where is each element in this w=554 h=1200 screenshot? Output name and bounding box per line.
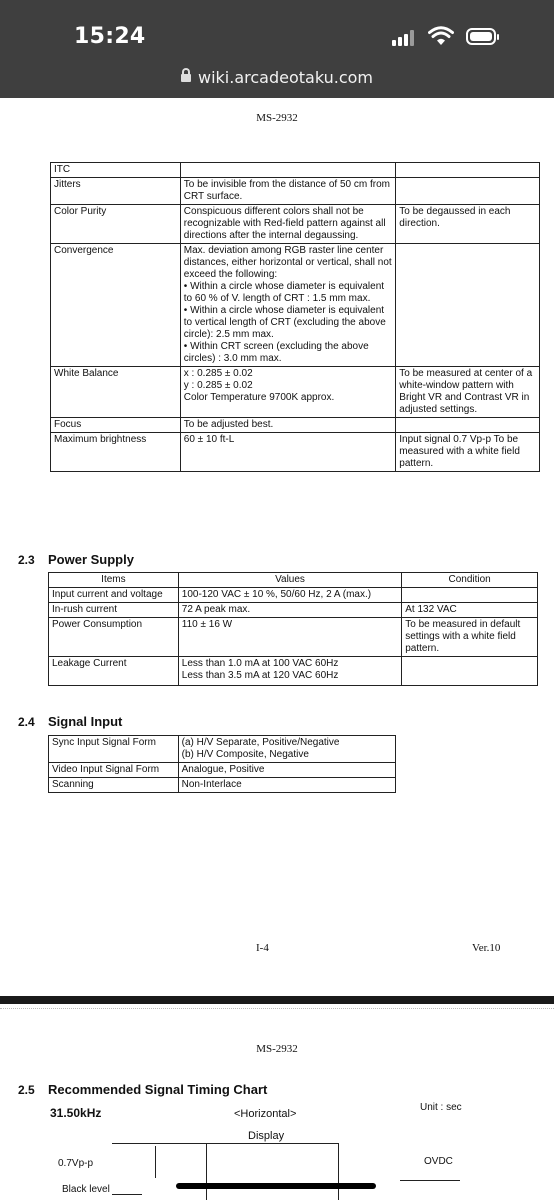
note-cell: Input signal 0.7 Vp-p To be measured with a white field pattern. xyxy=(396,433,540,472)
list-item: • Within CRT screen (excluding the above circles) : 3.0 mm max. xyxy=(183,341,369,364)
table-row xyxy=(51,418,540,433)
table-row xyxy=(51,205,540,244)
value-cell: To be invisible from the distance of 50 cm from CRT surface. xyxy=(180,178,396,205)
url-text: wiki.arcadeotaku.com xyxy=(198,68,373,87)
status-bar xyxy=(0,0,554,98)
table-row: Sync Input Signal Form (a) H/V Separate, Positive/Negative (b) H/V Composite, Negative xyxy=(49,736,396,763)
section-heading-power: 2.3 Power Supply xyxy=(18,552,134,567)
note-cell: To be degaussed in each direction. xyxy=(396,205,540,244)
page-divider xyxy=(0,996,554,1004)
item-cell: ITC xyxy=(51,163,181,178)
black-level-label: Black level xyxy=(62,1184,110,1195)
lock-icon xyxy=(181,74,191,82)
item-cell: Focus xyxy=(51,418,181,433)
doc-number: MS-2932 xyxy=(256,112,298,124)
table-row: Scanning Non-Interlace xyxy=(49,778,396,793)
frequency-label: 31.50kHz xyxy=(50,1106,102,1120)
list-item: • Within a circle whose diameter is equivalent to vertical length of CRT (excluding the above circle): 2.5 mm max. xyxy=(183,305,386,340)
section-heading-signal: 2.4 Signal Input xyxy=(18,714,123,729)
table-row: Video Input Signal Form Analogue, Positive xyxy=(49,763,396,778)
item-cell: Color Purity xyxy=(51,205,181,244)
section-heading-timing: 2.5 Recommended Signal Timing Chart xyxy=(18,1082,268,1097)
ovdc-label: OVDC xyxy=(424,1156,453,1167)
version-label: Ver.10 xyxy=(472,942,501,954)
battery-icon xyxy=(466,28,496,45)
value-cell: x : 0.285 ± 0.02 y : 0.285 ± 0.02 Color Temperature 9700K approx. xyxy=(180,367,396,418)
status-time: 15:24 xyxy=(74,24,146,49)
note-cell: To be measured at center of a white-window pattern with Bright VR and Contrast VR in adjusted settings. xyxy=(396,367,540,418)
address-bar[interactable] xyxy=(0,68,554,87)
spec-table xyxy=(50,162,540,472)
amplitude-label: 0.7Vp-p xyxy=(58,1158,94,1169)
table-row xyxy=(51,163,540,178)
table-row: Leakage Current Less than 1.0 mA at 100 VAC 60Hz Less than 3.5 mA at 120 VAC 60Hz xyxy=(49,657,538,686)
item-cell: Jitters xyxy=(51,178,181,205)
table-row xyxy=(51,178,540,205)
value-cell: 60 ± 10 ft-L xyxy=(180,433,396,472)
list-item: • Within a circle whose diameter is equivalent to 60 % of V. length of CRT : 1.5 mm max. xyxy=(183,281,385,304)
doc-number-2: MS-2932 xyxy=(256,1043,298,1055)
page-number: I-4 xyxy=(256,942,269,954)
display-label: Display xyxy=(248,1130,285,1142)
convergence-text: Max. deviation among RGB raster line center distances, either horizontal or vertical, shall not exceed the following: xyxy=(183,245,392,280)
table-row: In-rush current 72 A peak max. At 132 VAC xyxy=(49,603,538,618)
power-table xyxy=(48,572,538,686)
unit-label: Unit : sec xyxy=(420,1102,462,1113)
signal-table xyxy=(48,735,396,793)
item-cell: Maximum brightness xyxy=(51,433,181,472)
item-cell: Convergence xyxy=(51,244,181,367)
horizontal-label: <Horizontal> xyxy=(234,1108,297,1120)
cellular-signal-icon xyxy=(392,30,414,46)
table-row xyxy=(51,433,540,472)
table-row xyxy=(51,244,540,367)
value-cell: Conspicuous different colors shall not be recognizable with Red-field pattern against all directions after the internal degaussing. xyxy=(180,205,396,244)
value-cell xyxy=(180,244,396,367)
value-cell: To be adjusted best. xyxy=(180,418,396,433)
item-cell: White Balance xyxy=(51,367,181,418)
wifi-icon xyxy=(428,26,454,46)
table-row xyxy=(51,367,540,418)
table-row: Power Consumption 110 ± 16 W To be measured in default settings with a white field pattern. xyxy=(49,618,538,657)
table-row: Input current and voltage 100-120 VAC ± 10 %, 50/60 Hz, 2 A (max.) xyxy=(49,588,538,603)
table-header: Items Values Condition xyxy=(49,573,538,588)
